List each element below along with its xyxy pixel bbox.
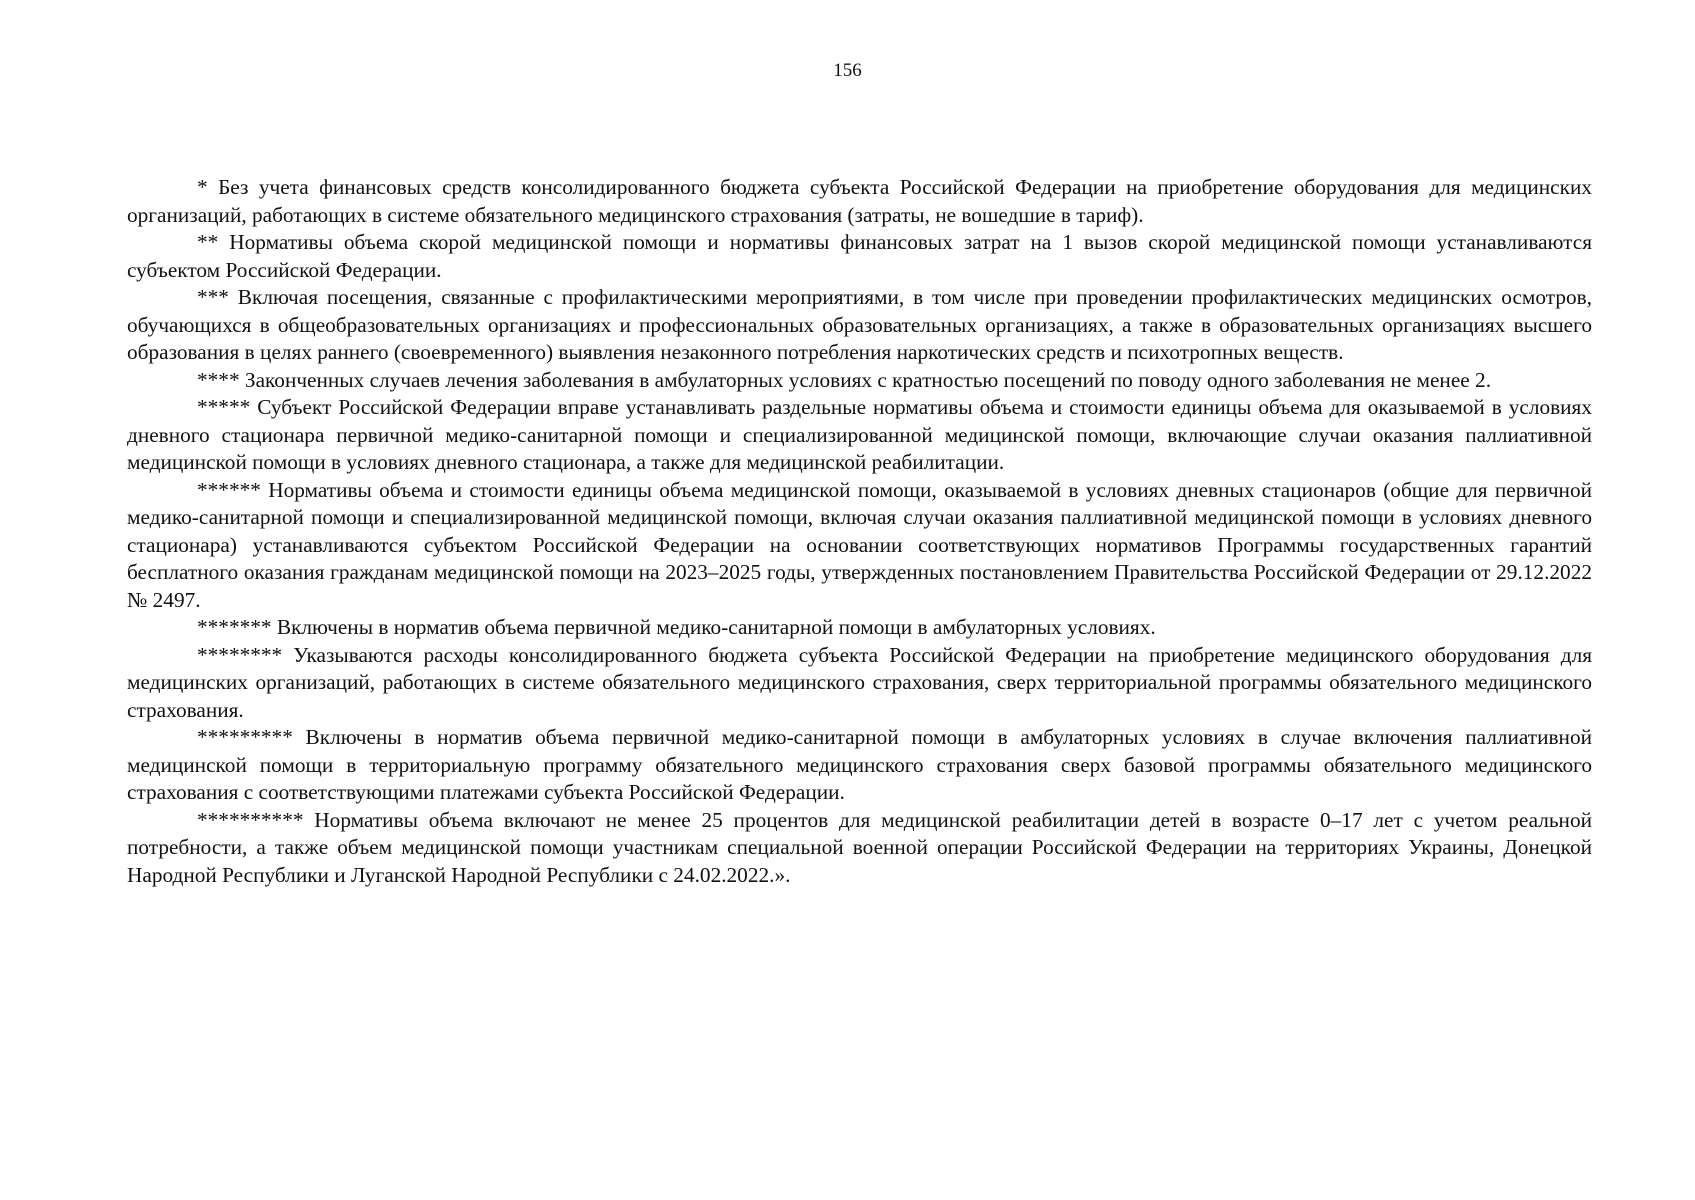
footnote-2: ** Нормативы объема скорой медицинской помощи и нормативы финансовых затрат на 1 вызов скорой медицинской помощи устанавливаются субъектом Российской Федерации. xyxy=(127,230,1592,282)
footnote-10: ********** Нормативы объема включают не менее 25 процентов для медицинской реабилитации детей в возрасте 0–17 лет с учетом реальной потребности, а также объем медицинской помощи участникам специальной военной операции Российской Федерации на территориях Украины, Донецкой Народной Республики и Луганской Народной Республики с 24.02.2022.». xyxy=(127,807,1592,887)
footnote-6: ****** Нормативы объема и стоимости единицы объема медицинской помощи, оказываемой в условиях дневных стационаров (общие для первичной медико-санитарной помощи и специализированной медицинской помощи, включая случаи оказания паллиативной медицинской помощи в условиях дневного стационара) устанавливаются субъектом Российской Федерации на основании соответствующих нормативов Программы государственных гарантий бесплатного оказания гражданам медицинской помощи на 2023–2025 годы, утвержденных постановлением Правительства Российской Федерации от 29.12.2022 № 2497. xyxy=(127,477,1592,612)
footnote-7: ******* Включены в норматив объема первичной медико-санитарной помощи в амбулаторных условиях. xyxy=(197,615,1156,639)
footnote-3: *** Включая посещения, связанные с профилактическими мероприятиями, в том числе при проведении профилактических медицинских осмотров, обучающихся в общеобразовательных организациях и профессиональных образовательных организациях, а также в образовательных организациях высшего образования в целях раннего (своевременного) выявления незаконного потребления наркотических средств и психотропных веществ. xyxy=(127,285,1592,364)
footnote-4: **** Законченных случаев лечения заболевания в амбулаторных условиях с кратностью посещений по поводу одного заболевания не менее 2. xyxy=(197,367,1492,392)
footnote-1: * Без учета финансовых средств консолидированного бюджета субъекта Российской Федерации на приобретение оборудования для медицинских организаций, работающих в системе обязательного медицинского страхования (затраты, не вошедшие в тариф). xyxy=(127,175,1592,227)
footnote-8: ******** Указываются расходы консолидированного бюджета субъекта Российской Федерации на приобретение медицинского оборудования для медицинских организаций, работающих в системе обязательного медицинского страхования, сверх территориальной программы обязательного медицинского страхования. xyxy=(127,642,1592,722)
page-number: 156 xyxy=(833,60,862,81)
footnote-9: ********* Включены в норматив объема первичной медико-санитарной помощи в амбулаторных условиях в случае включения паллиативной медицинской помощи в территориальную программу обязательного медицинского страхования сверх базовой программы обязательного медицинского страхования с соответствующими платежами субъекта Российской Федерации. xyxy=(127,725,1592,804)
footnote-5: ***** Субъект Российской Федерации вправе устанавливать раздельные нормативы объема и стоимости единицы объема для оказываемой в условиях дневного стационара первичной медико-санитарной помощи и специализированной медицинской помощи, включающие случаи оказания паллиативной медицинской помощи в условиях дневного стационара, а также для медицинской реабилитации. xyxy=(127,395,1592,474)
footnotes-block xyxy=(127,174,1592,889)
